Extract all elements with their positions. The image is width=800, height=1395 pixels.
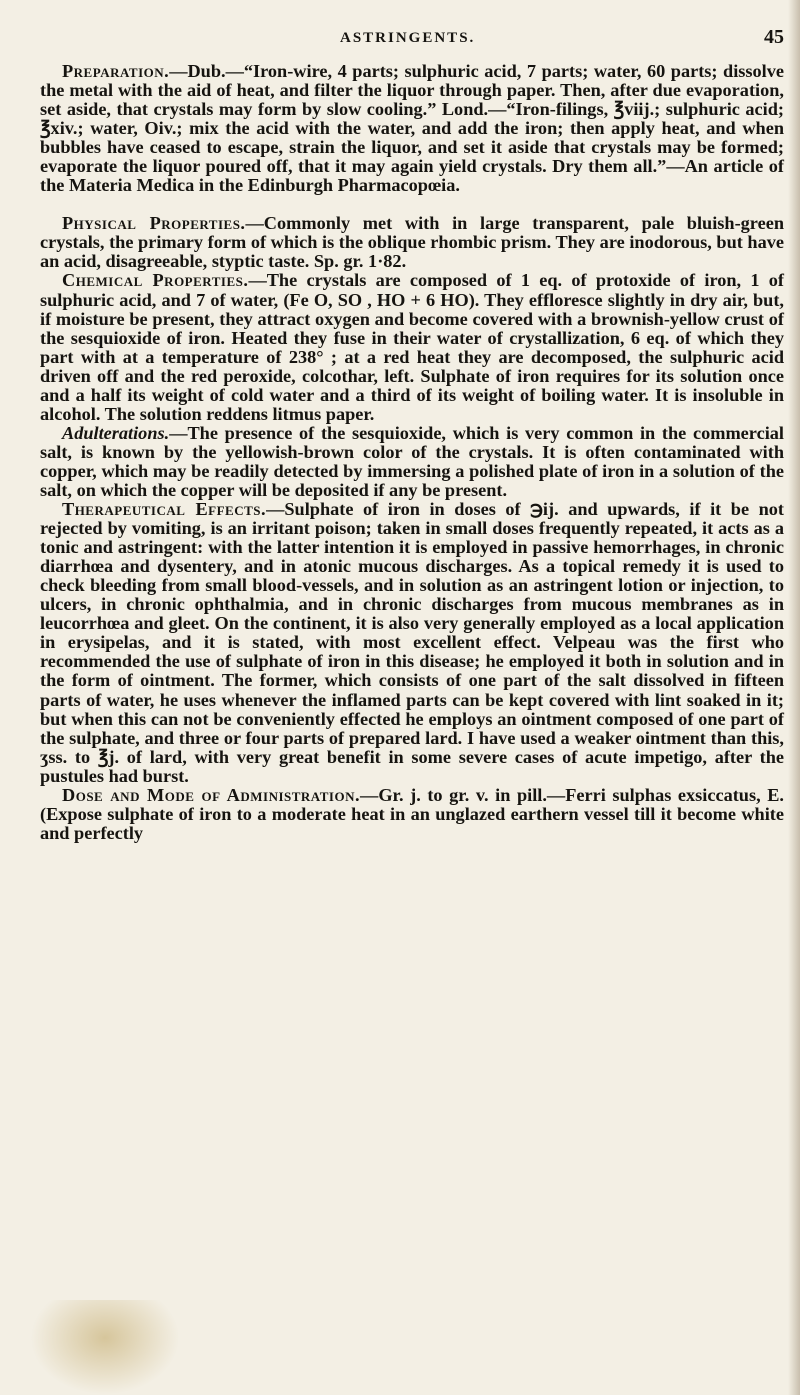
paragraph-physical-properties <box>40 214 784 271</box>
section-heading: Chemical Properties. <box>62 270 249 291</box>
section-heading: Therapeutical Effects. <box>62 499 267 520</box>
book-page <box>40 26 784 843</box>
body-text <box>40 62 784 843</box>
section-heading: Adulterations. <box>62 422 170 443</box>
page-header <box>40 26 784 52</box>
page-number: 45 <box>764 26 784 48</box>
running-title: ASTRINGENTS. <box>340 30 476 46</box>
paragraph-text: —Commonly met with in large transparent, pale bluish-green crystals, the primary form of which is the oblique rhombic prism. They are inodorous, but have an acid, disagreeable, styptic taste. Sp. gr. 1·82. <box>40 213 784 272</box>
paragraph-therapeutical-effects <box>40 500 784 786</box>
paper-stain <box>30 1300 180 1395</box>
paragraph-dose <box>40 786 784 843</box>
paragraph-text: —The crystals are composed of 1 eq. of protoxide of iron, 1 of sulphuric acid, and 7 of water, (Fe O, SO , HO + 6 HO). They effloresce slightly in dry air, but, if moisture be present, they attract oxygen and become covered with a brownish-yellow crust of the sesquioxide of iron. Heated they fuse in their water of crystallization, 6 eq. of which they part with at a temperature of 238° ; at a red heat they are decomposed, the sulphuric acid driven off and the red peroxide, colcothar, left. Sulphate of iron requires for its solution once and a half its weight of cold water and a third of its weight of boiling water. It is insoluble in alcohol. The solution reddens litmus paper. <box>40 270 784 424</box>
paragraph-text: —The presence of the sesquioxide, which is very common in the commercial salt, is known by the yellowish-brown color of the crystals. It is often contaminated with copper, which may be readily detected by immersing a polished plate of iron in a solution of the salt, on which the copper will be deposited if any be present. <box>40 422 784 500</box>
paragraph-text: —Sulphate of iron in doses of ℈ij. and upwards, if it be not rejected by vomiting, is an irritant poison; taken in small doses frequently repeated, it acts as a tonic and astringent: with the latter intention it is employed in passive hemorrhages, in chronic diarrhœa and dysentery, and in atonic mucous discharges. As a topical remedy it is used to check bleeding from small blood-vessels, and in solution as an astringent lotion or injection, to ulcers, in chronic ophthalmia, and in chronic discharges from mucous membranes as in leucorrhœa and gleet. On the continent, it is also very generally employed as a local application in erysipelas, and it is stated, with most excellent effect. Velpeau was the first who recommended the use of sulphate of iron in this disease; he employed it both in solution and in the form of ointment. The former, which consists of one part of the salt dissolved in fifteen parts of water, he uses whenever the inflamed parts can be kept covered with lint soaked in it; but when this can not be conveniently effected he employs an ointment composed of one part of the sulphate, and three or four parts of prepared lard. I have used a weaker ointment than this, ʒss. to ℥j. of lard, with very great benefit in some severe cases of acute impetigo, after the pustules had burst. <box>40 499 785 786</box>
page-edge-shadow <box>788 0 800 1395</box>
paragraph-text: —Dub.—“Iron-wire, 4 parts; sulphuric acid, 7 parts; water, 60 parts; dissolve the metal with the aid of heat, and filter the liquor through paper. Then, after due evaporation, set aside, that crystals may form by slow cooling.” Lond.—“Iron-filings, ℥viij.; sulphuric acid; ℥xiv.; water, Oiv.; mix the acid with the water, and add the iron; then apply heat, and when bubbles have ceased to escape, strain the liquor, and set it aside that crystals may be formed; evaporate the liquor poured off, that it may again yield crystals. Dry them all.”—An article of the Materia Medica in the Edinburgh Pharmacopœia. <box>40 61 784 196</box>
section-heading: Dose and Mode of Administration. <box>62 784 361 805</box>
section-heading: Preparation. <box>62 61 170 81</box>
paragraph-adulterations <box>40 424 784 500</box>
section-heading: Physical Properties. <box>62 213 246 234</box>
paragraph-text: —Gr. j. to gr. v. in pill.—Ferri sulphas exsiccatus, E. (Expose sulphate of iron to a moderate heat in an unglazed earthern vessel till it become white and perfectly <box>40 784 784 843</box>
paragraph-preparation <box>40 62 784 195</box>
paragraph-chemical-properties <box>40 271 784 423</box>
